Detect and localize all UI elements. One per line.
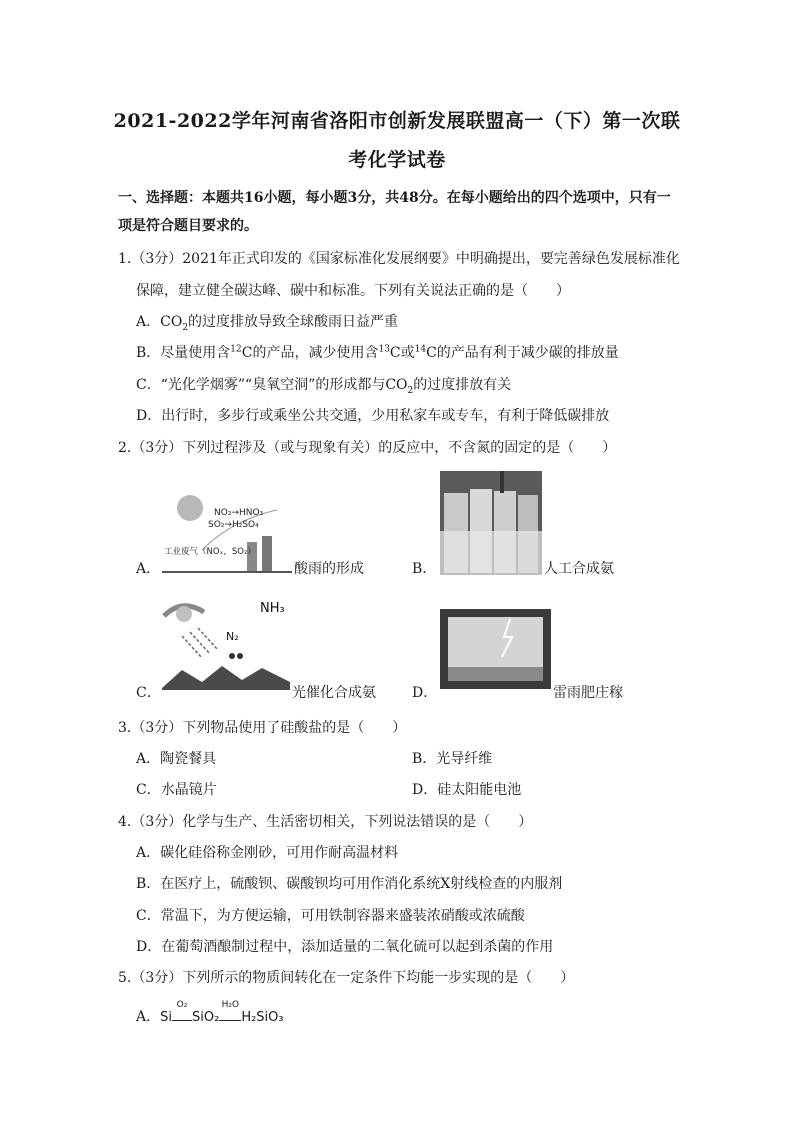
q3-option-a: A．陶瓷餐具 (136, 751, 217, 767)
section-heading: 一、选择题：本题共16小题，每小题3分，共48分。在每小题给出的四个选项中，只有一项是符合题目要求的。 (118, 190, 671, 234)
q1-option-d: D．出行时，多步行或乘坐公共交通，少用私家车或专车，有利于降低碳排放 (136, 408, 610, 424)
page-title: 2021-2022学年河南省洛阳市创新发展联盟高一（下）第一次联 (113, 110, 681, 132)
q3-stem: 3.（3分）下列物品使用了硅酸盐的是（ ） (118, 720, 407, 736)
q1-c-post: 的过度排放有关 (413, 377, 512, 393)
q5-a-label: A． (136, 1009, 161, 1025)
acid-rain-figure (162, 490, 292, 576)
q5-sio2: SiO₂ (192, 1010, 220, 1025)
q4-option-c: C．常温下，为方便运输，可用铁制容器来盛装浓硝酸或浓硫酸 (136, 908, 525, 924)
nh3-label: NH₃ (260, 601, 285, 616)
q1-b-sup1: 12 (230, 344, 242, 355)
q1-stem-line2: 保障，建立健全碳达峰、碳中和标准。下列有关说法正确的是（ ） (136, 283, 570, 299)
ammonia-plant-photo (440, 471, 542, 575)
page-title-line2: 考化学试卷 (348, 149, 446, 171)
q1-stem-line1: 1.（3分）2021年正式印发的《国家标准化发展纲要》中明确提出，要完善绿色发展标准化 (118, 251, 680, 267)
q1-option-c (136, 374, 511, 396)
q1-a-sub: 2 (182, 322, 189, 333)
q1-b-mid1: C的产品，减少使用含 (241, 345, 379, 361)
acid-rain-text2: SO₂→H₂SO₄ (208, 520, 259, 530)
q2-option-c-label: C． (136, 685, 161, 701)
acid-rain-text1: NO₂→HNO₃ (214, 508, 264, 518)
q1-a-post: 的过度排放导致全球酸雨日益严重 (188, 314, 399, 330)
q4-option-a: A．碳化硅俗称金刚砂，可用作耐高温材料 (136, 845, 399, 861)
thunderstorm-photo (440, 609, 551, 689)
q2-option-d-caption: 雷雨肥庄稼 (553, 685, 623, 701)
q5-h2sio3: H₂SiO₃ (241, 1010, 284, 1025)
q2-stem: 2.（3分）下列过程涉及（或与现象有关）的反应中，不含氮的固定的是（ ） (118, 440, 617, 456)
q5-si: Si (160, 1010, 172, 1025)
q3-option-b: B．光导纤维 (412, 751, 493, 767)
q1-b-post: C的产品有利于减少碳的排放量 (426, 345, 619, 361)
q2-option-b-label: B． (412, 561, 437, 577)
q2-option-a-label: A． (136, 561, 161, 577)
q1-b-sup2: 13 (378, 344, 390, 355)
q1-b-pre: B．尽量使用含 (136, 345, 231, 361)
acid-rain-text3: 工业废气（NOₓ，SO₂） (164, 547, 256, 557)
q2-option-b-caption: 人工合成氨 (544, 561, 614, 577)
q5-h2o-label: H₂O (221, 1000, 240, 1010)
q1-a-pre: A．CO (136, 314, 183, 330)
q5-o2-label: O₂ (176, 1000, 188, 1010)
q4-stem: 4.（3分）化学与生产、生活密切相关，下列说法错误的是（ ） (118, 814, 533, 830)
q2-option-d-label: D． (412, 685, 438, 701)
q5-arrow-o2 (172, 1000, 192, 1025)
q5-arrow-h2o (219, 1000, 241, 1025)
q5-option-a (136, 1000, 284, 1026)
q3-option-d: D．硅太阳能电池 (412, 782, 522, 798)
q1-c-sub: 2 (407, 385, 414, 396)
q3-option-c: C．水晶镜片 (136, 782, 217, 798)
q1-c-pre: C．“光化学烟雾”“臭氧空洞”的形成都与CO (136, 377, 408, 393)
q1-option-b (136, 342, 619, 362)
q4-option-b: B．在医疗上，硫酸钡、碳酸钡均可用作消化系统X射线检查的内服剂 (136, 876, 563, 892)
q5-stem: 5.（3分）下列所示的物质间转化在一定条件下均能一步实现的是（ ） (118, 970, 575, 986)
q4-option-d: D．在葡萄酒酿制过程中，添加适量的二氧化硫可以起到杀菌的作用 (136, 939, 554, 955)
q1-b-sup3: 14 (414, 344, 427, 355)
q2-option-c-caption: 光催化合成氨 (292, 685, 376, 701)
q1-option-a (136, 311, 398, 333)
q1-b-mid2: C或 (389, 345, 415, 361)
n2-label: N₂ (226, 630, 239, 643)
photocatalysis-figure (162, 596, 290, 690)
q2-option-a-caption: 酸雨的形成 (294, 561, 364, 577)
